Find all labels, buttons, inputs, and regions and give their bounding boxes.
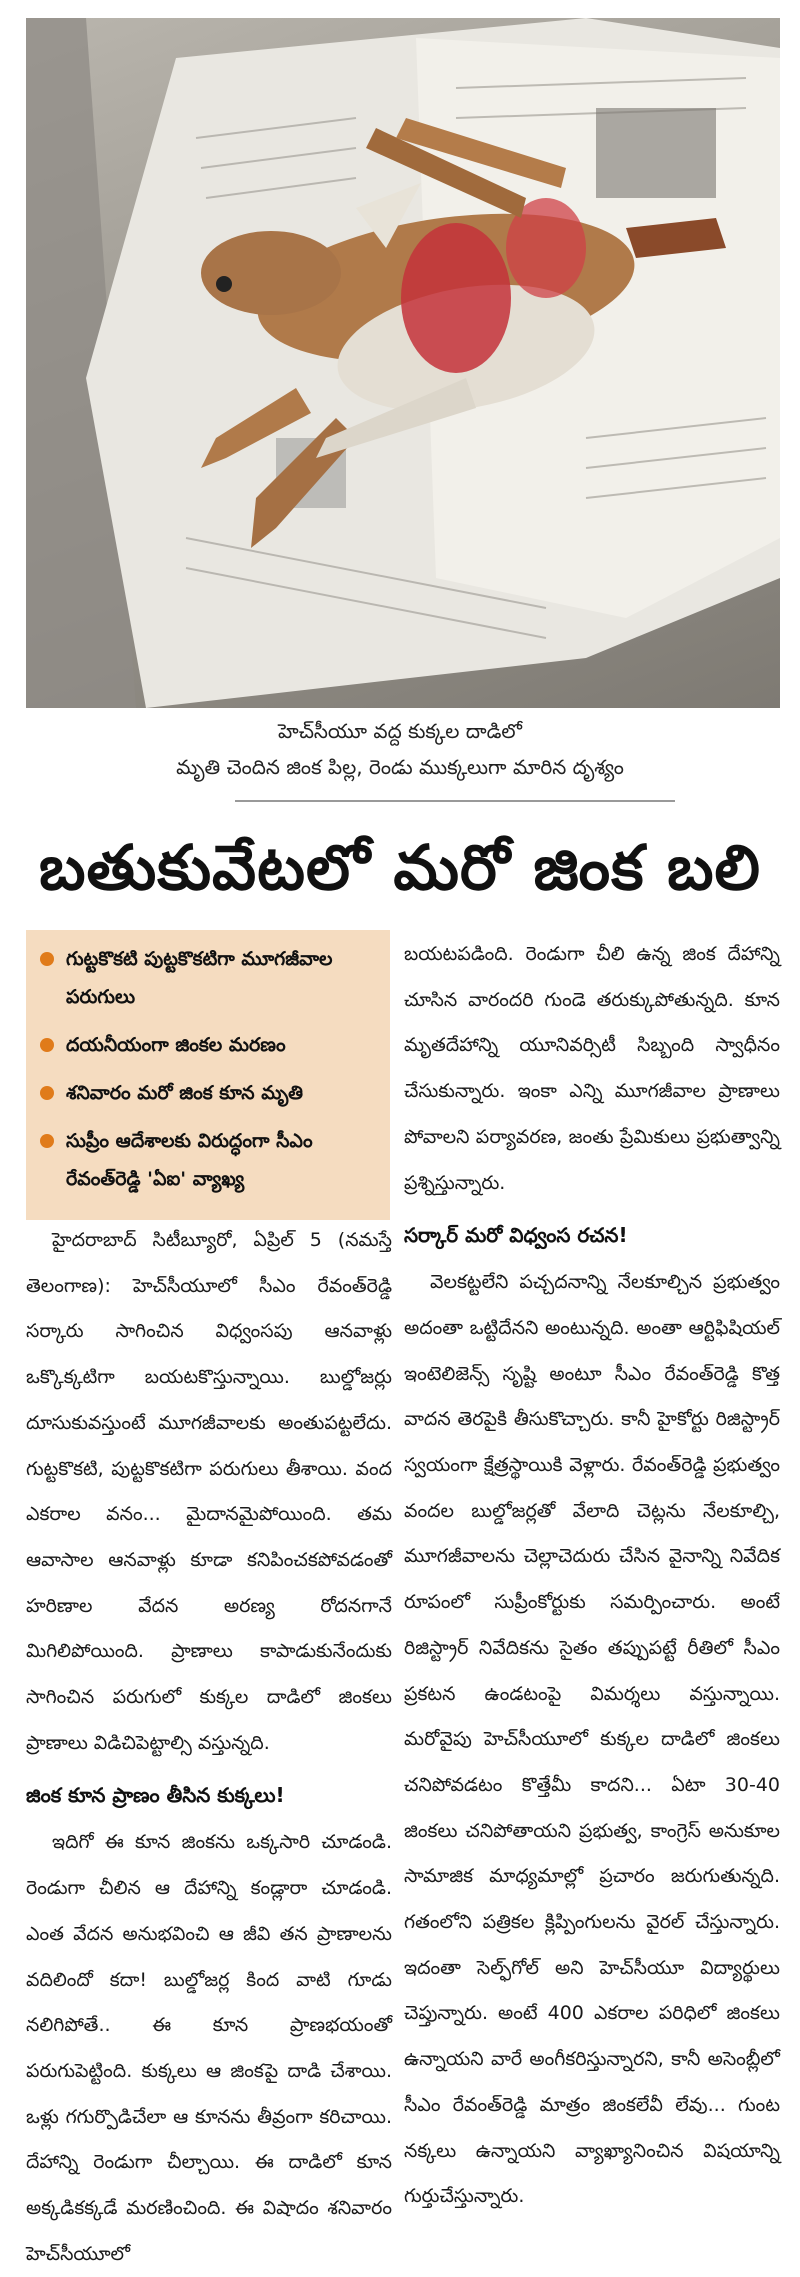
deer-photo — [26, 18, 780, 708]
highlight-item — [40, 1026, 382, 1064]
bullet-icon — [40, 1134, 54, 1148]
highlight-text: శనివారం మరో జింక కూన మృతి — [66, 1082, 304, 1104]
article-right-column — [404, 932, 780, 2220]
highlight-item — [40, 940, 382, 1016]
deer-photo-illustration — [26, 18, 780, 708]
bullet-icon — [40, 1038, 54, 1052]
headline: బతుకువేటలో మరో జింక బలి — [39, 831, 761, 904]
photo-caption-line-2: మృతి చెందిన జింక పిల్ల, రెండు ముక్కలుగా మారిన దృశ్యం — [176, 755, 624, 779]
article-paragraph: బయటపడింది. రెండుగా చీలి ఉన్న జింక దేహాన్ని చూసిన వారందరి గుండె తరుక్కుపోతున్నది. కూన మృతదేహాన్ని యూనివర్సిటీ సిబ్బంది స్వాధీనం చేసుకున్నారు. ఇంకా ఎన్ని మూగజీవాల ప్రాణాలు పోవాలని పర్యావరణ, జంతు ప్రేమికులు ప్రభుత్వాన్ని ప్రశ్నిస్తున్నారు. — [404, 943, 780, 1194]
bullet-icon — [40, 952, 54, 966]
highlight-text: దయనీయంగా జింకల మరణం — [66, 1034, 286, 1056]
article-paragraph: ఇదిగో ఈ కూన జింకను ఒక్కసారి చూడండి. రెండుగా చీలిన ఆ దేహాన్ని కండ్లారా చూడండి. ఎంత వేదన అనుభవించి ఆ జీవి తన ప్రాణాలను వదిలిందో కదా! బుల్డోజర్ల కింద వాటి గూడు నలిగిపోతే.. ఈ కూన ప్రాణభయంతో పరుగుపెట్టింది. కుక్కలు ఆ జింకపై దాడి చేశాయి. ఒళ్లు గగుర్పొడిచేలా ఆ కూనను తీవ్రంగా కరిచాయి. దేహాన్ని రెండుగా చీల్చాయి. ఈ దాడిలో కూన అక్కడికక్కడే మరణించింది. ఈ విషాదం శనివారం హెచ్‌సీయూలో — [26, 1831, 392, 2265]
highlight-text: గుట్టకొకటి పుట్టకొకటిగా మూగజీవాల పరుగులు — [66, 948, 333, 1008]
bullet-icon — [40, 1086, 54, 1100]
highlights-box — [26, 930, 390, 1220]
article-paragraph: వెలకట్టలేని పచ్చదనాన్ని నేలకూల్చిన ప్రభుత్వం అదంతా ఒట్టిదేనని అంటున్నది. అంతా ఆర్టిఫిషియల్ ఇంటెలిజెన్స్ సృష్టి అంటూ సీఎం రేవంత్‌రెడ్డి కొత్త వాదన తెరపైకి తీసుకొచ్చారు. కానీ హైకోర్టు రిజిస్ట్రార్ స్వయంగా క్షేత్రస్థాయికి వెళ్లారు. రేవంత్‌రెడ్డి ప్రభుత్వం వందల బుల్డోజర్లతో వేలాది చెట్లను నేలకూల్చి, మూగజీవాలను చెల్లాచెదురు చేసిన వైనాన్ని నివేదిక రూపంలో సుప్రీంకోర్టుకు సమర్పించారు. అంటే రిజిస్ట్రార్ నివేదికను సైతం తప్పుపట్టే రీతిలో సీఎం ప్రకటన ఉండటంపై విమర్శలు వస్తున్నాయి. మరోవైపు హెచ్‌సీయూలో కుక్కల దాడిలో జింకలు చనిపోవడటం కొత్తేమీ కాదని... ఏటా 30-40 జింకలు చనిపోతాయని ప్రభుత్వ, కాంగ్రెస్ అనుకూల సామాజిక మాధ్యమాల్లో ప్రచారం జరుగుతున్నది. గతంలోని పత్రికల క్లిప్పింగులను వైరల్ చేస్తున్నారు. ఇదంతా సెల్ఫ్‌గోల్ అని హెచ్‌సీయూ విద్యార్థులు చెప్తున్నారు. అంటే 400 ఎకరాల పరిధిలో జింకలు ఉన్నాయని వారే అంగీకరిస్తున్నారని, కానీ అసెంబ్లీలో సీఎం రేవంత్‌రెడ్డి మాత్రం జింకలేవీ లేవు... గుంట నక్కలు ఉన్నాయని వ్యాఖ్యానించిన విషయాన్ని గుర్తుచేస్తున్నారు. — [404, 1271, 780, 2208]
caption-divider — [235, 800, 675, 802]
highlight-item — [40, 1074, 382, 1112]
article-left-column — [26, 1218, 392, 2277]
subheading: సర్కార్ మరో విధ్వంస రచన! — [404, 1223, 628, 1248]
subheading: జింక కూన ప్రాణం తీసిన కుక్కలు! — [26, 1783, 285, 1808]
article-paragraph: హైదరాబాద్ సిటీబ్యూరో, ఏప్రిల్ 5 (నమస్తే తెలంగాణ): హెచ్‌సీయూలో సీఎం రేవంత్‌రెడ్డి సర్కారు సాగించిన విధ్వంసపు ఆనవాళ్లు ఒక్కొక్కటిగా బయటకొస్తున్నాయి. బుల్డోజర్లు దూసుకువస్తుంటే మూగజీవాలకు అంతుపట్టలేదు. గుట్టకొకటి, పుట్టకొకటిగా పరుగులు తీశాయి. వంద ఎకరాల వనం... మైదానమైపోయింది. తమ ఆవాసాల ఆనవాళ్లు కూడా కనిపించకపోవడంతో హరిణాల వేదన అరణ్య రోదనగానే మిగిలిపోయింది. ప్రాణాలు కాపాడుకునేందుకు సాగించిన పరుగులో కుక్కల దాడిలో జింకలు ప్రాణాలు విడిచిపెట్టాల్సి వస్తున్నది. — [26, 1229, 392, 1754]
photo-caption-line-1: హెచ్‌సీయూ వద్ద కుక్కల దాడిలో — [278, 719, 522, 743]
highlight-text: సుప్రీం ఆదేశాలకు విరుద్ధంగా సీఎం రేవంత్‌రెడ్డి 'ఏఐ' వ్యాఖ్య — [66, 1130, 313, 1190]
highlight-item — [40, 1122, 382, 1198]
